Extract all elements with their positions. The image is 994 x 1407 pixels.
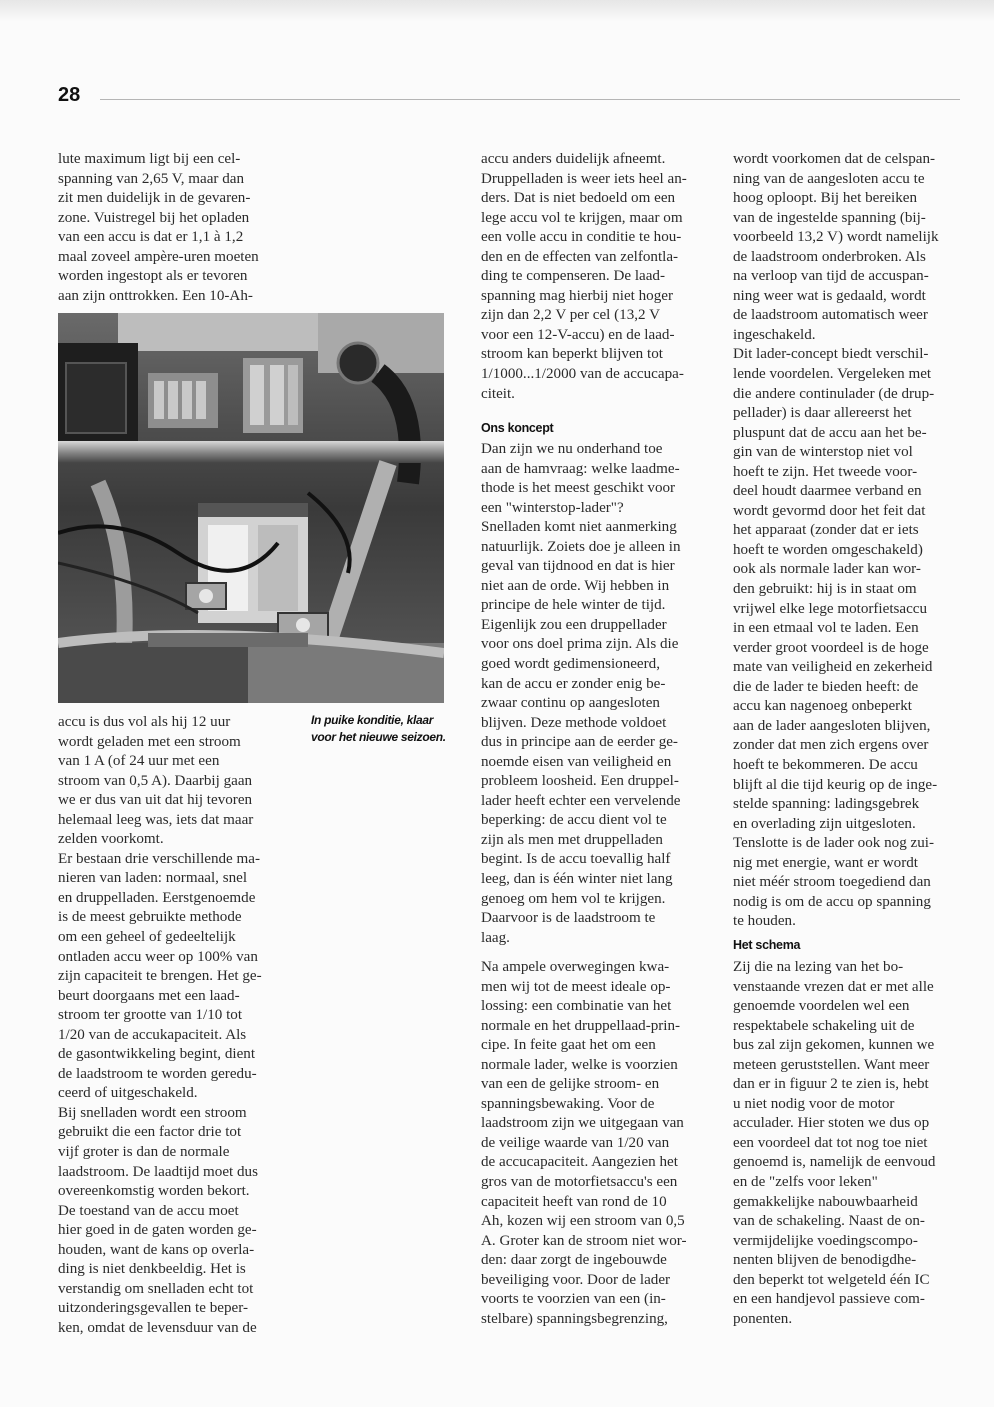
column-1-top-text: lute maximum ligt bij een cel- spanning van 2,65 V, maar dan zit men duidelijk in de gevaren- zone. Vuistregel bij het opladen van een accu is dat er 1,1 à 1,2 maal zoveel ampère-uren moeten worden ingestopt als er tevoren aan zijn onttrokken. Een 10-Ah- bbox=[58, 151, 259, 304]
section-heading-ons-koncept: Ons koncept bbox=[481, 421, 554, 435]
column-3-text-b: Zij die na lezing van het bo- venstaande vrezen dat er met alle genoemde voordelen wel een respektabele schakeling uit de bus zal zijn gekomen, kunnen we meteen geruststellen. Want meer dan er in figuur 2 te zien is, hebt u niet nodig voor de motor acculader. Hier stoten we dus op een voordeel dat tot nog toe niet genoemd is, namelijk de eenvoud en de "zelfs voor leken" gemakkelijke nabouwbaarheid van de schakeling. Naast de on- vermijdelijke voedingscompo- nenten blijven de benodigdhe- den beperkt tot welgeteld één IC en een handjevol passieve com- ponenten. bbox=[733, 959, 936, 1327]
photo-caption: In puike konditie, klaar voor het nieuwe seizoen. bbox=[311, 713, 446, 744]
column-2-text-b: Dan zijn we nu onderhand toe aan de hamvraag: welke laadme- thode is het meest geschikt voor een "winterstop-lader"? Snelladen komt niet aanmerking natuurlijk. Zoiets doe je alleen in geval van tijdnood en dat is hier niet aan de orde. Wij hebben in principe de hele winter de tijd. Eigenlijk zou een druppellader voor ons doel prima zijn. Als die goed wordt gedimensioneerd, kan de accu er zonder enig be- zwaar continu op aangesloten blijven. Deze methode voldoet dus in principe aan de eerder ge- noemde eisen van veiligheid en probleem loosheid. Een druppel- lader heeft echter een vervelende beperking: de accu dient vol te zijn als men met druppelladen begint. Is de accu toevallig half leeg, dan is één winter niet lang genoeg om hem vol te krijgen. Daarvoor is de laadstroom te laag. bbox=[481, 441, 681, 946]
column-3-text-a: wordt voorkomen dat de celspan- ning van de aangesloten accu te hoog oploopt. Bij het bereiken van de ingestelde spanning (bij- voorbeeld 13,2 V) wordt namelijk de laadstroom onderbroken. Als na verloop van tijd de accuspan- ning weer wat is gedaald, wordt de laadstroom automatisch weer ingeschakeld. Dit lader-concept biedt verschil- lende voordelen. Vergeleken met die andere continulader (de drup- pellader) is daar allereerst het pluspunt dat de accu aan het be- gin van de winterstop niet vol hoeft te zijn. Het tweede voor- deel houdt daarmee verband en wordt gevormd door het feit dat het apparaat (zonder dat er iets hoeft te worden omgeschakeld) ook als normale lader kan wor- den gebruikt: hij is in staat om vrijwel elke lege motorfietsaccu in een etmaal vol te laden. Een verder groot voordeel is de hoge mate van veiligheid en zekerheid die de lader te bieden heeft: de accu kan nagenoeg onbeperkt aan de lader aangesloten blijven, zonder dat men zich ergens over hoeft te bekommeren. De accu blijft al die tijd keurig op de inge- stelde spanning: ladingsgebrek en overlading zijn uitgesloten. Tenslotte is de lader ook nog zui- nig met energie, want er wordt niet méér stroom toegediend dan nodig is om de accu op spanning te houden. bbox=[733, 151, 939, 930]
section-heading-het-schema: Het schema bbox=[733, 938, 801, 952]
scan-top-shadow bbox=[0, 0, 994, 22]
page-number: 28 bbox=[58, 84, 81, 106]
column-2-text-a: accu anders duidelijk afneemt. Druppelladen is weer iets heel an- ders. Dat is niet bedoeld om een lege accu vol te krijgen, maar om een volle accu in conditie te hou- den en de effecten van zelfontla- ding te compenseren. De laad- spanning mag hierbij niet hoger zijn dan 2,2 V per cel (13,2 V voor een 12-V-accu) en de laad- stroom kan beperkt blijven tot 1/1000...1/2000 van de accucapa- citeit. bbox=[481, 151, 687, 402]
header-rule bbox=[100, 99, 960, 100]
column-2-text-c: Na ampele overwegingen kwa- men wij tot de meest ideale op- lossing: een combinatie van het normale en het druppellaad-prin- cipe. In feite gaat het om een normale lader, welke is voorzien van een de gelijke stroom- en spanningsbewaking. Voor de laadstroom zijn we uitgegaan van de veilige waarde van 1/20 van de accucapaciteit. Aangezien het gros van de motorfietsaccu's een capaciteit heeft van rond de 10 Ah, kozen wij een stroom van 0,5 A. Groter kan de stroom niet wor- den: daar zorgt de ingebouwde beveiliging voor. Door de lader voorts te voorzien van een (in- stelbare) spanningsbegrenzing, bbox=[481, 959, 687, 1327]
column-1-bottom-text: accu is dus vol als hij 12 uur wordt geladen met een stroom van 1 A (of 24 uur met een stroom van 0,5 A). Daarbij gaan we er dus van uit dat hij tevoren helemaal leeg was, iets dat maar zelden voorkomt. Er bestaan drie verschillende ma- nieren van laden: normaal, snel en druppelladen. Eerstgenoemde is de meest gebruikte methode om een geheel of gedeeltelijk ontladen accu weer op 100% van zijn capaciteit te brengen. Het ge- beurt doorgaans met een laad- stroom ter grootte van 1/10 tot 1/20 van de accukapaciteit. Als de gasontwikkeling begint, dient de laadstroom te worden geredu- ceerd of uitgeschakeld. Bij snelladen wordt een stroom gebruikt die een factor drie tot vijf groter is dan de normale laadstroom. De laadtijd moet dus overeenkomstig worden bekort. De toestand van de accu moet hier goed in de gaten worden ge- houden, want de kans op overla- ding is niet denkbeeldig. Het is verstandig om snelladen echt tot uitzonderingsgevallen te beper- ken, omdat de levensduur van de bbox=[58, 714, 262, 1336]
motorcycle-engine-photo bbox=[58, 313, 444, 703]
